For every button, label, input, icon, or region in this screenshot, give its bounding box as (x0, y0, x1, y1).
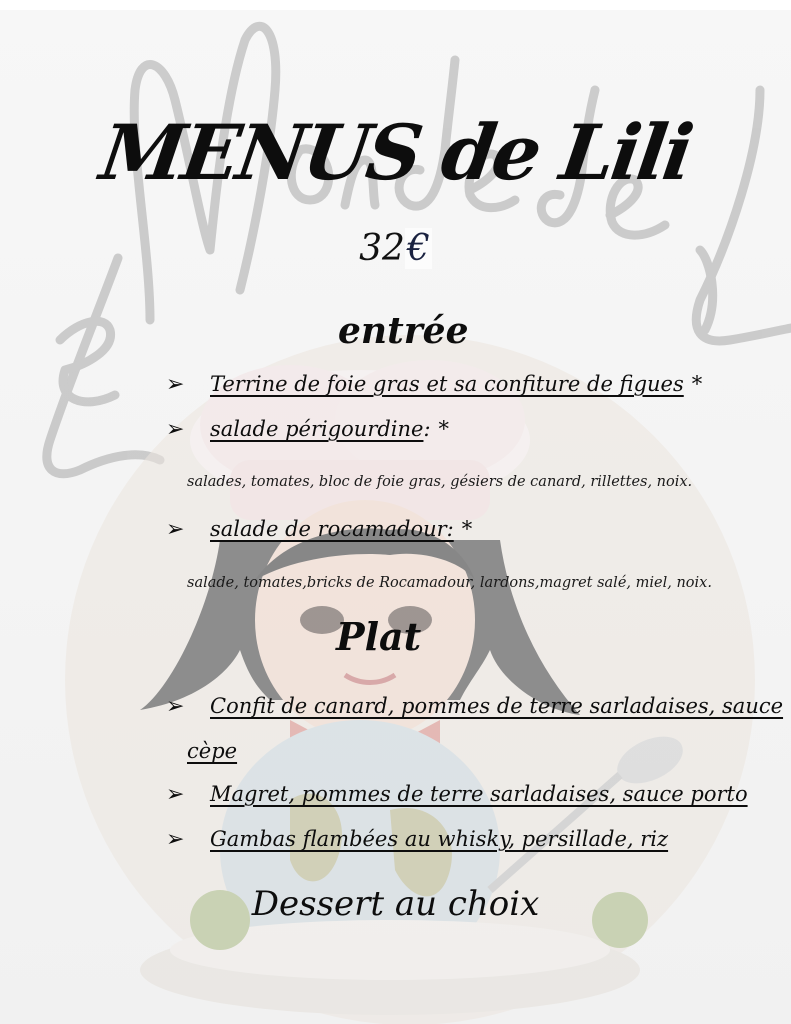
bullet-arrow-icon: ➢ (166, 827, 185, 852)
entree-item (166, 372, 702, 397)
plat-item (166, 827, 668, 852)
entree-item (166, 517, 472, 542)
dish-suffix: : (423, 417, 431, 441)
price-currency: € (406, 228, 430, 269)
bullet-arrow-icon: ➢ (166, 517, 185, 542)
dish-mark: * (438, 417, 450, 441)
entree-heading: entrée (338, 310, 469, 352)
dish-label: Confit de canard, pommes de terre sarladaises, sauce (210, 694, 784, 718)
price-amount: 32 (359, 228, 405, 269)
entree-item (166, 417, 449, 442)
dish-mark: * (691, 372, 703, 396)
dish-label: Gambas flambées au whisky, persillade, riz (210, 827, 669, 851)
dish-label: salade périgourdine (210, 417, 424, 441)
dish-label: Magret, pommes de terre sarladaises, sauce porto (210, 782, 748, 806)
dish-label: Terrine de foie gras et sa confiture de figues (210, 372, 684, 396)
dessert-heading: Dessert au choix (251, 884, 540, 924)
plat-heading: Plat (336, 614, 422, 659)
bullet-arrow-icon: ➢ (166, 417, 185, 442)
menu-price (0, 228, 791, 269)
bullet-arrow-icon: ➢ (166, 372, 185, 397)
plat-item (166, 694, 783, 719)
dish-description: salade, tomates,bricks de Rocamadour, lardons,magret salé, miel, noix. (187, 575, 712, 591)
menu-title: MENUS de Lili (95, 108, 696, 197)
plat-item (166, 782, 748, 807)
dish-mark: * (461, 517, 473, 541)
dish-label-continuation: cèpe (187, 739, 238, 763)
bullet-arrow-icon: ➢ (166, 694, 185, 719)
dish-label: salade de rocamadour: (210, 517, 454, 541)
dish-description: salades, tomates, bloc de foie gras, gésiers de canard, rillettes, noix. (187, 474, 693, 490)
bullet-arrow-icon: ➢ (166, 782, 185, 807)
